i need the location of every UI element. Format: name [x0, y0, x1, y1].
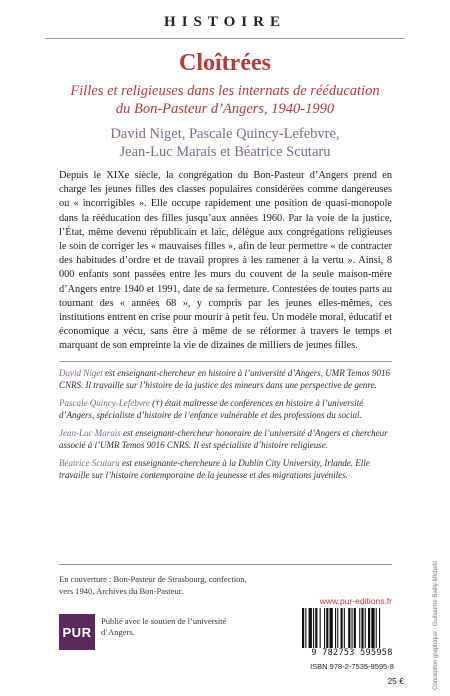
subtitle-line: du Bon-Pasteur d’Angers, 1940-1990: [115, 101, 335, 117]
bio-text: (†) était maîtresse de conférences en histoire à l’université d’Angers, spécialiste d’histoire de l’enfance vulnérable et des professions du social.: [59, 398, 364, 420]
bio-david-niget: [59, 367, 392, 391]
authors-line: David Niget, Pascale Quincy-Lefebvre,: [110, 126, 340, 142]
bottom-divider: [59, 564, 392, 565]
cover-credit: En couverture : Bon-Pasteur de Strasbourg, confection, vers 1940, Archives du Bon-Pasteur.: [59, 574, 247, 596]
bio-beatrice-scutaru: [59, 457, 392, 481]
book-blurb: Depuis le XIXe siècle, la congrégation du Bon-Pasteur d’Angers prend en charge les jeunes filles des classes populaires considérées comme dangereuses ou « incorrigibles ». Elle occupe rapidement une position de quasi-monopole dans la rééducation des filles jusqu’aux années 1960. Par la voie de la justice, l’État, même devenu républicain et laïc, délègue aux congrégations religieuses le soin de corriger les « mauvaises filles », afin de leur permettre « de contracter des habitudes d’ordre et de travail propres à les ramener à la vertu ». Ainsi, 8 000 enfants sont passées entre les murs du couvent de la seule maison-mère d’Angers entre 1940 et 1991, date de sa fermeture. Contestées de toutes parts au tournant des « années 68 », y compris par les jeunes elles-mêmes, ces institutions entrent en crise pour mourir à petit feu. Un modèle moral, éducatif et économique a vécu, sans être à même de se réformer à travers le temps et marquant de son empreinte la vie de dizaines de milliers de jeunes filles.: [59, 170, 392, 352]
bio-text: est enseignante-chercheure à la Dublin City University, Irlande. Elle travaille sur l’histoire contemporaine de la jeunesse et des migrations juvéniles.: [59, 458, 370, 480]
price: 25 €: [387, 676, 404, 686]
bio-text: est enseignant-chercheur honoraire de l’université d’Angers et chercheur associé à l’UMR Temos 9016 CNRS. Il est spécialiste d’histoire religieuse.: [59, 428, 388, 450]
barcode-digits: 9 782753 595958: [311, 648, 393, 658]
publisher-logo: [59, 614, 95, 650]
subtitle-line: Filles et religieuses dans les internats de rééducation: [70, 83, 380, 99]
bio-name: Jean-Luc Marais: [59, 428, 121, 438]
book-authors: [50, 125, 400, 161]
bio-name: David Niget: [59, 368, 103, 378]
publisher-website-link[interactable]: www.pur-editions.fr: [319, 596, 392, 606]
bio-name: Pascale Quincy-Lefebvre: [59, 398, 150, 408]
book-title: Cloîtrées: [179, 50, 271, 76]
barcode-icon: [300, 608, 404, 648]
middle-divider: [59, 361, 392, 362]
publisher-logo-text: PUR: [62, 624, 92, 640]
book-subtitle: [50, 82, 400, 118]
design-credit: Conception graphique : Guillaume Bailly-Michels: [433, 560, 439, 690]
authors-line: Jean-Luc Marais et Béatrice Scutaru: [119, 144, 331, 160]
top-divider: [45, 38, 405, 39]
bio-pascale-quincy-lefebvre: [59, 397, 392, 421]
support-notice: Publié avec le soutien de l’université d’Angers.: [101, 616, 227, 637]
series-label: HISTOIRE: [164, 14, 286, 30]
bio-text: est enseignant-chercheur en histoire à l’université d’Angers, UMR Temos 9016 CNRS. Il travaille sur l’histoire de la justice des mineurs dans une perspective de genre.: [59, 368, 390, 390]
bio-jean-luc-marais: [59, 427, 392, 451]
author-bios: [59, 367, 392, 487]
isbn: ISBN 978-2-7535-9595-8: [310, 662, 394, 671]
bio-name: Béatrice Scutaru: [59, 458, 120, 468]
